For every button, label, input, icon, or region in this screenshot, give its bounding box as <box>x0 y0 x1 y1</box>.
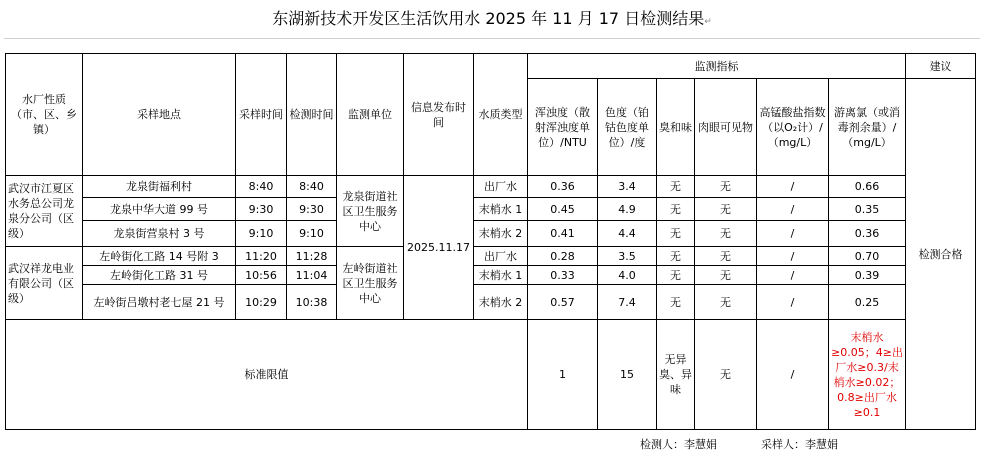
header-location: 采样地点 <box>83 54 236 176</box>
limits-label: 标准限值 <box>6 320 528 430</box>
chlorine-cell: 0.36 <box>829 221 906 247</box>
turbidity-cell: 0.41 <box>528 221 598 247</box>
water-type-cell: 末梢水 2 <box>474 221 528 247</box>
header-test-time: 检测时间 <box>287 54 337 176</box>
chlorine-cell: 0.25 <box>829 285 906 320</box>
water-type-cell: 末梢水 1 <box>474 198 528 221</box>
page-title <box>0 6 984 29</box>
location-cell: 左岭街吕墩村老七屋 21 号 <box>83 285 236 320</box>
visible-cell: 无 <box>695 285 757 320</box>
sample-time-cell: 10:29 <box>236 285 287 320</box>
test-time-cell: 11:28 <box>287 247 337 266</box>
odor-cell: 无 <box>657 221 695 247</box>
header-color: 色度（铂钴色度单位）/度 <box>598 79 657 176</box>
permanganate-cell: / <box>757 266 829 285</box>
odor-cell: 无 <box>657 198 695 221</box>
turbidity-cell: 0.28 <box>528 247 598 266</box>
header-permanganate: 高锰酸盐指数（以O₂计）/（mg/L） <box>757 79 829 176</box>
header-sample-time: 采样时间 <box>236 54 287 176</box>
visible-cell: 无 <box>695 221 757 247</box>
visible-cell: 无 <box>695 266 757 285</box>
water-type-cell: 末梢水 1 <box>474 266 528 285</box>
odor-cell: 无 <box>657 247 695 266</box>
color-cell: 4.0 <box>598 266 657 285</box>
table-row <box>6 198 976 221</box>
visible-cell: 无 <box>695 247 757 266</box>
limit-odor: 无异臭、异味 <box>657 320 695 430</box>
location-cell: 左岭街化工路 14 号附 3 <box>83 247 236 266</box>
sample-time-cell: 10:56 <box>236 266 287 285</box>
location-cell: 龙泉中华大道 99 号 <box>83 198 236 221</box>
color-cell: 3.5 <box>598 247 657 266</box>
permanganate-cell: / <box>757 176 829 198</box>
sample-time-cell: 9:10 <box>236 221 287 247</box>
permanganate-cell: / <box>757 285 829 320</box>
permanganate-cell: / <box>757 247 829 266</box>
chlorine-cell: 0.70 <box>829 247 906 266</box>
turbidity-cell: 0.36 <box>528 176 598 198</box>
unit-cell: 左岭街道社区卫生服务中心 <box>337 247 404 320</box>
test-time-cell: 9:30 <box>287 198 337 221</box>
table-row <box>6 247 976 266</box>
header-water-type: 水质类型 <box>474 54 528 176</box>
owner-cell: 武汉市江夏区水务总公司龙泉分公司（区级） <box>6 176 83 247</box>
table-row <box>6 285 976 320</box>
permanganate-cell: / <box>757 221 829 247</box>
limit-permanganate: / <box>757 320 829 430</box>
table-row <box>6 176 976 198</box>
limit-color: 15 <box>598 320 657 430</box>
limit-visible: 无 <box>695 320 757 430</box>
test-time-cell: 9:10 <box>287 221 337 247</box>
results-table <box>5 53 976 430</box>
test-time-cell: 10:38 <box>287 285 337 320</box>
unit-cell: 龙泉街道社区卫生服务中心 <box>337 176 404 247</box>
header-unit: 监测单位 <box>337 54 404 176</box>
turbidity-cell: 0.45 <box>528 198 598 221</box>
header-owner: 水厂性质（市、区、乡镇） <box>6 54 83 176</box>
color-cell: 4.9 <box>598 198 657 221</box>
chlorine-cell: 0.35 <box>829 198 906 221</box>
empty-header-row <box>4 38 980 53</box>
water-type-cell: 出厂水 <box>474 247 528 266</box>
header-indicators-group: 监测指标 <box>528 54 906 79</box>
test-time-cell: 8:40 <box>287 176 337 198</box>
sample-time-cell: 8:40 <box>236 176 287 198</box>
turbidity-cell: 0.57 <box>528 285 598 320</box>
water-type-cell: 末梢水 2 <box>474 285 528 320</box>
table-row <box>6 221 976 247</box>
publish-date-cell: 2025.11.17 <box>404 176 474 320</box>
limits-row <box>6 320 976 430</box>
water-type-cell: 出厂水 <box>474 176 528 198</box>
suggestion-cell: 检测合格 <box>906 79 976 430</box>
header-visible: 肉眼可见物 <box>695 79 757 176</box>
title-text: 东湖新技术开发区生活饮用水 2025 年 11 月 17 日检测结果 <box>272 9 705 28</box>
header-odor: 臭和味 <box>657 79 695 176</box>
test-time-cell: 11:04 <box>287 266 337 285</box>
chlorine-cell: 0.39 <box>829 266 906 285</box>
header-suggestion: 建议 <box>906 54 976 79</box>
paragraph-mark: ↵ <box>704 17 712 27</box>
permanganate-cell: / <box>757 198 829 221</box>
odor-cell: 无 <box>657 266 695 285</box>
header-turbidity: 浑浊度（散射浑浊度单位）/NTU <box>528 79 598 176</box>
owner-cell: 武汉祥龙电业有限公司（区级） <box>6 247 83 320</box>
sample-time-cell: 11:20 <box>236 247 287 266</box>
limit-chlorine: 末梢水≥0.05；4≥出厂水≥0.3/末梢水≥0.02；0.8≥出厂水≥0.1 <box>829 320 906 430</box>
header-publish-time: 信息发布时间 <box>404 54 474 176</box>
visible-cell: 无 <box>695 198 757 221</box>
limit-turbidity: 1 <box>528 320 598 430</box>
footer-signatures: 检测人：李慧娟 采样人：李慧娟 <box>640 438 838 451</box>
color-cell: 3.4 <box>598 176 657 198</box>
sample-time-cell: 9:30 <box>236 198 287 221</box>
odor-cell: 无 <box>657 176 695 198</box>
turbidity-cell: 0.33 <box>528 266 598 285</box>
location-cell: 龙泉街福利村 <box>83 176 236 198</box>
location-cell: 龙泉街营泉村 3 号 <box>83 221 236 247</box>
color-cell: 7.4 <box>598 285 657 320</box>
color-cell: 4.4 <box>598 221 657 247</box>
chlorine-cell: 0.66 <box>829 176 906 198</box>
odor-cell: 无 <box>657 285 695 320</box>
location-cell: 左岭街化工路 31 号 <box>83 266 236 285</box>
table-row <box>6 266 976 285</box>
visible-cell: 无 <box>695 176 757 198</box>
header-chlorine: 游离氯（或消毒剂余量）/（mg/L） <box>829 79 906 176</box>
